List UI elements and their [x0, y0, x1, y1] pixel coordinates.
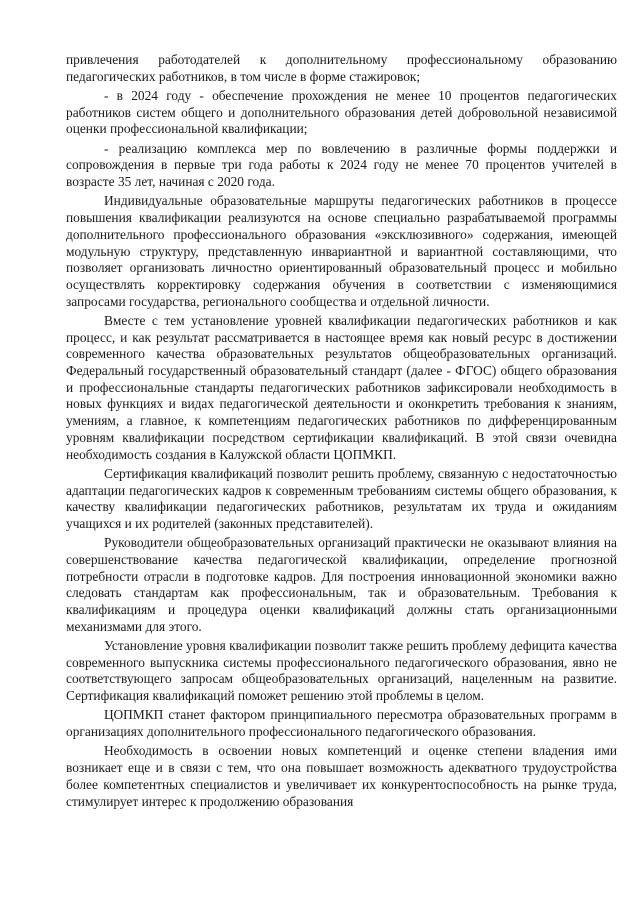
paragraph-individual-routes: Индивидуальные образовательные маршруты педагогических работников в процессе повышения квалификации реализуются на основе специально разрабатываемой программы дополнительного профессионального образования «эксклюзивного» содержания, имеющей модульную структуру, представленную инвариантной и вариантной составляющими, что позволяет организовать личностно ориентированный образовательный процесс и мобильно осуществлять корректировку содержания обучения в соответствии с изменяющимися запросами государства, регионального сообщества и отдельной личности. — [66, 193, 617, 309]
paragraph-graduate-quality: Установление уровня квалификации позволит также решить проблему дефицита качества современного выпускника системы профессионального педагогического образования, явно не соответствующего запросам общеобразовательных организаций, нацеленным на развитие. Сертификация квалификаций поможет решению этой проблемы в целом. — [66, 638, 617, 704]
paragraph-programs-revision: ЦОПМКП станет фактором принципиального пересмотра образовательных программ в организациях дополнительного профессионального педагогического образования. — [66, 707, 617, 740]
paragraph-certification: Сертификация квалификаций позволит решить проблему, связанную с недостаточностью адаптации педагогических кадров к современным требованиям системы общего образования, к качеству квалификации педагогических работников, результатам их труда и ожиданиям учащихся и их родителей (законных представителей). — [66, 465, 617, 531]
list-item-support-measures: - реализацию комплекса мер по вовлечению в различные формы поддержки и сопровождения в первые три года работы к 2024 году не менее 70 процентов учителей в возрасте 35 лет, начиная с 2020 года. — [66, 140, 617, 190]
paragraph-qualification-levels: Вместе с тем установление уровней квалификации педагогических работников и как процесс, и как результат рассматривается в настоящее время как новый ресурс в достижении современного качества образовательных результатов общеобразовательных организаций. Федеральный государственный образовательный стандарт (далее - ФГОС) общего образования и профессиональные стандарты педагогических работников зафиксировали необходимость в новых функциях и видах педагогической деятельности и оконкретить требования к знаниям, умениям, а главное, к компетенциям педагогических работников по дифференцированным уровням квалификации посредством сертификации квалификаций. В этой связи очевидна необходимость создания в Калужской области ЦОПМКП. — [66, 312, 617, 462]
paragraph-new-competencies: Необходимость в освоении новых компетенций и оценке степени владения ими возникает еще и в связи с тем, что она повышает возможность адекватного трудоустройства более компетентных специалистов и увеличивает их конкурентоспособность на рынке труда, стимулирует интерес к продолжению образования — [66, 743, 617, 809]
document-page — [66, 52, 617, 813]
paragraph-school-leaders: Руководители общеобразовательных организаций практически не оказывают влияния на совершенствование качества педагогической квалификации, определение прогнозной потребности отрасли в подготовке кадров. Для построения инновационной экономики важно следовать стандартам как профессиональным, так и образовательным. Требования к квалификациям и процедура оценки квалификаций должны стать организационными механизмами для этого. — [66, 535, 617, 634]
list-item-independent-assessment: - в 2024 году - обеспечение прохождения не менее 10 процентов педагогических работников систем общего и дополнительного образования детей добровольной независимой оценки профессиональной квалификации; — [66, 88, 617, 137]
paragraph-continuation: привлечения работодателей к дополнительному профессиональному образованию педагогических работников, в том числе в форме стажировок; — [66, 52, 617, 84]
